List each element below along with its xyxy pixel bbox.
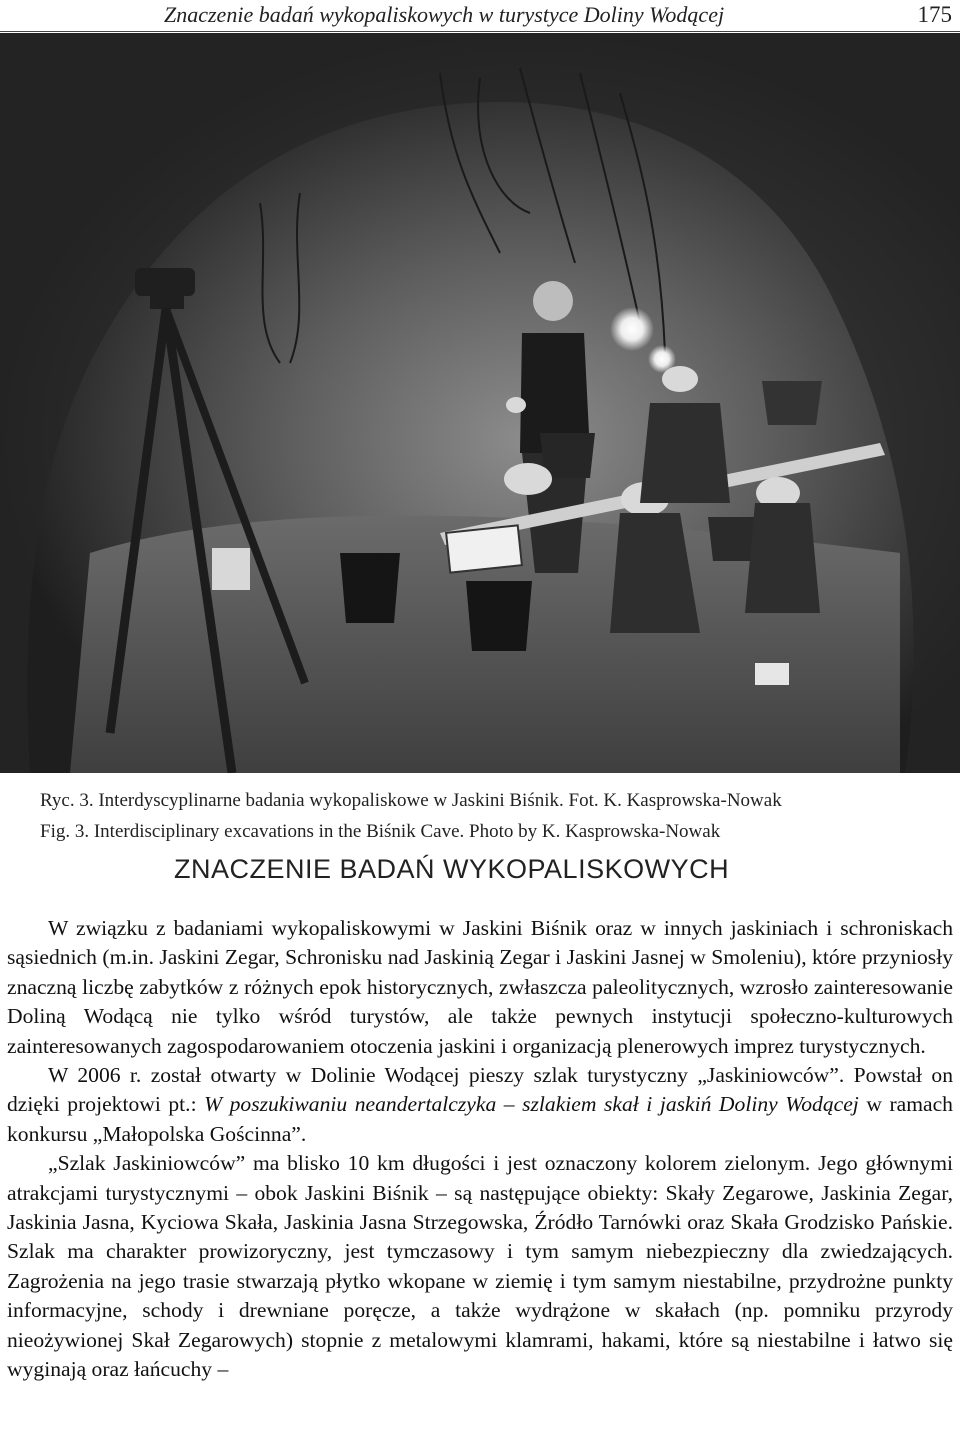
paragraph-2-text-b: w ramach konkursu „Małopolska Gościnna”. (7, 1092, 953, 1146)
paragraph-1: W związku z badaniami wykopaliskowymi w Jaskini Biśnik oraz w innych jaskiniach i schroniskach sąsiednich (m.in. Jaskini Zegar, Schronisku nad Jaskinią Zegar i Jaskini Jasnej w Smoleniu), które przyniosły znaczną liczbę zabytków z różnych epok historycznych, zwłaszcza paleolitycznych, wzrosło zainteresowanie Doliną Wodącą nie tylko wśród turystów, ale także pewnych instytucji społeczno-kulturowych zainteresowanych zagospodarowaniem otoczenia jaskini i organizacją plenerowych imprez turystycznych. (7, 916, 953, 1058)
caption-english: Fig. 3. Interdisciplinary excavations in the Biśnik Cave. Photo by K. Kasprowska-Nowak (40, 821, 721, 842)
paragraph-2 (7, 1061, 953, 1149)
cave-excavation-photo (0, 33, 960, 773)
page-header (0, 0, 960, 33)
photo-illustration (0, 33, 960, 773)
running-title: Znaczenie badań wykopaliskowych w turystyce Doliny Wodącej (164, 2, 725, 27)
article-body (7, 914, 953, 1385)
figure-caption (40, 785, 782, 847)
project-title: W poszukiwaniu neandertalczyka – szlakiem skał i jaskiń Doliny Wodącej (204, 1092, 859, 1117)
paragraph-2-text-a: W 2006 r. został otwarty w Dolinie Wodącej pieszy szlak turystyczny „Jaskiniowców”. Powstał on dzięki projektowi pt.: (7, 1063, 953, 1117)
page-number: 175 (917, 2, 952, 27)
header-rule (0, 31, 960, 32)
caption-polish: Ryc. 3. Interdyscyplinarne badania wykopaliskowe w Jaskini Biśnik. Fot. K. Kasprowska-Nowak (40, 790, 782, 811)
cave-lamp (610, 307, 654, 351)
small-label-box (755, 663, 789, 685)
section-title: ZNACZENIE BADAŃ WYKOPALISKOWYCH (174, 854, 730, 884)
paragraph-3: „Szlak Jaskiniowców” ma blisko 10 km długości i jest oznaczony kolorem zielonym. Jego głównymi atrakcjami turystycznymi – obok Jaskini Biśnik – są następujące obiekty: Skały Zegarowe, Jaskinia Zegar, Jaskinia Jasna, Kyciowa Skała, Jaskinia Jasna Strzegowska, Źródło Tarnówki oraz Skała Grodzisko Pańskie. Szlak ma charakter prowizoryczny, jest tymczasowy i tym samym niebezpieczny dla zwiedzających. Zagrożenia na jego trasie stwarzają płytko wkopane w ziemię i tym samym niestabilne, przydrożne punkty informacyjne, schody i drewniane poręcze, a także wydrążone w skałach (np. pomniku przyrody nieożywionej Skał Zegarowych) stopnie z metalowymi klamrami, hakami, które są niestabilne i łatwo się wyginają oraz łańcuchy – (7, 1151, 953, 1382)
field-notes-board (446, 525, 522, 572)
